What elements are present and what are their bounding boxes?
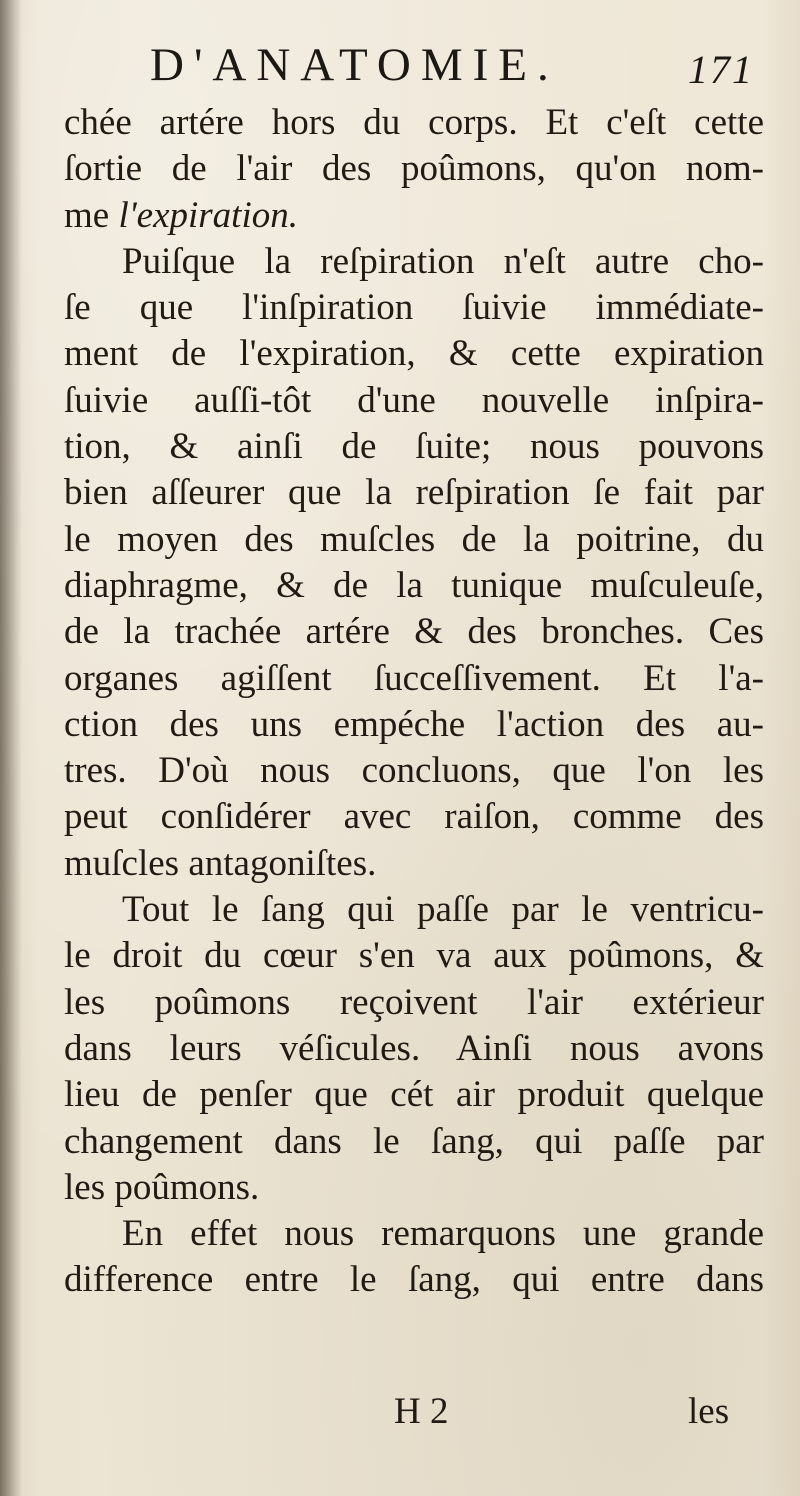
text-line: ſuivie auſſi-tôt d'une nouvelle inſpira- (64, 379, 764, 421)
paragraph-start-line: En effet nous remarquons une grande (122, 1213, 764, 1255)
text-line: difference entre le ſang, qui entre dans (64, 1259, 764, 1301)
text-line: les poûmons. (64, 1166, 260, 1208)
text-line: de la trachée artére & des bronches. Ces (64, 611, 764, 653)
body-text (64, 100, 764, 1304)
text-line-start: me (64, 194, 110, 236)
page-footer (0, 1390, 800, 1450)
italic-term: l'expiration. (118, 194, 298, 236)
text-line: les poûmons reçoivent l'air extérieur (64, 981, 764, 1023)
page-number: 171 (688, 47, 754, 92)
text-line: peut conſidérer avec raiſon, comme des (64, 796, 764, 838)
catchword: les (688, 1391, 730, 1432)
text-line: changement dans le ſang, qui paſſe par (64, 1120, 764, 1162)
text-line: ment de l'expiration, & cette expiration (64, 333, 764, 375)
text-line: ſe que l'inſpiration ſuivie immédiate- (64, 287, 764, 329)
text-line: tion, & ainſi de ſuite; nous pouvons (64, 426, 764, 468)
text-line: diaphragme, & de la tunique muſculeuſe, (64, 564, 764, 606)
gutter-shadow (0, 0, 22, 1496)
page-header (0, 38, 800, 108)
text-line: chée artére hors du corps. Et c'eſt cette (64, 102, 764, 143)
text-line: le droit du cœur s'en va aux poûmons, & (64, 935, 764, 977)
text-line: le moyen des muſcles de la poitrine, du (64, 518, 764, 560)
text-line: organes agiſſent ſucceſſivement. Et l'a- (64, 657, 764, 699)
text-line: ction des uns empéche l'action des au- (64, 703, 764, 745)
paragraph-start-line: Puiſque la reſpiration n'eſt autre cho- (122, 240, 764, 282)
text-line (64, 193, 764, 239)
paragraph-start-line: Tout le ſang qui paſſe par le ventricu- (122, 889, 764, 931)
running-head: D'ANATOMIE. (150, 39, 559, 91)
text-line: dans leurs véſicules. Ainſi nous avons (64, 1027, 764, 1069)
text-line: ſortie de l'air des poûmons, qu'on nom- (64, 148, 764, 190)
signature-mark: H 2 (394, 1391, 449, 1432)
text-line: muſcles antagoniſtes. (64, 842, 377, 884)
text-line: lieu de penſer que cét air produit quelque (64, 1074, 764, 1116)
text-line: tres. D'où nous concluons, que l'on les (64, 750, 764, 792)
text-line: bien aſſeurer que la reſpiration ſe fait par (64, 472, 764, 514)
